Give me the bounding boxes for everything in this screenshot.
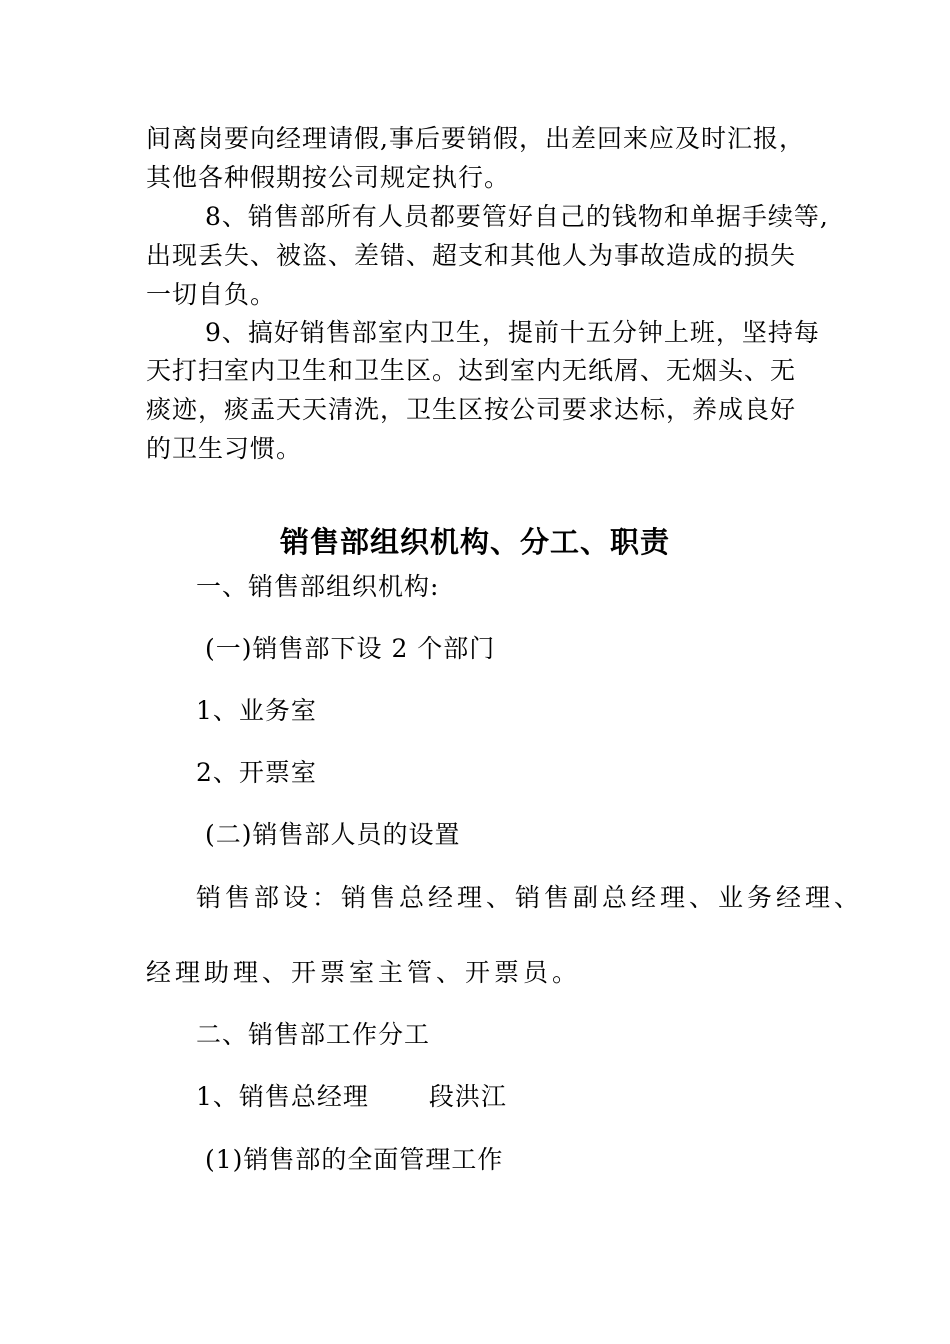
org-sub-heading-2: (二)销售部人员的设置	[205, 820, 461, 849]
paragraph-7-line-1: 间离岗要向经理请假,事后要销假，出差回来应及时汇报，	[146, 124, 805, 153]
paragraph-9-line-1: 9、搞好销售部室内卫生，提前十五分钟上班，坚持每	[205, 318, 820, 347]
paragraph-9-line-3: 痰迹，痰盂天天清洗，卫生区按公司要求达标，养成良好	[146, 395, 797, 424]
org-sub-heading-1: (一)销售部下设 2 个部门	[205, 634, 496, 663]
section-title: 销售部组织机构、分工、职责	[279, 525, 670, 559]
paragraph-8-line-3: 一切自负。	[146, 280, 277, 309]
paragraph-8-line-2: 出现丢失、被盗、差错、超支和其他人为事故造成的损失	[146, 241, 797, 270]
role-1-name: 段洪江	[428, 1082, 507, 1111]
paragraph-9-line-4: 的卫生习惯。	[146, 434, 303, 463]
role-1-title: 1、销售总经理	[196, 1082, 369, 1111]
paragraph-9-line-2: 天打扫室内卫生和卫生区。达到室内无纸屑、无烟头、无	[146, 356, 797, 385]
org-dept-1: 1、业务室	[196, 696, 317, 725]
division-role-1-duty-1: (1)销售部的全面管理工作	[205, 1145, 504, 1174]
org-dept-2: 2、开票室	[196, 758, 317, 787]
paragraph-8-line-1: 8、销售部所有人员都要管好自己的钱物和单据手续等,	[205, 202, 829, 231]
org-heading: 一、销售部组织机构:	[196, 572, 440, 601]
division-heading: 二、销售部工作分工	[196, 1020, 431, 1049]
paragraph-7-line-2: 其他各种假期按公司规定执行。	[146, 163, 511, 192]
org-staff-line-1: 销售部设：销售总经理、销售副总经理、业务经理、	[196, 883, 864, 912]
division-role-1	[196, 1084, 507, 1109]
org-staff-line-2: 经理助理、开票室主管、开票员。	[146, 958, 582, 987]
